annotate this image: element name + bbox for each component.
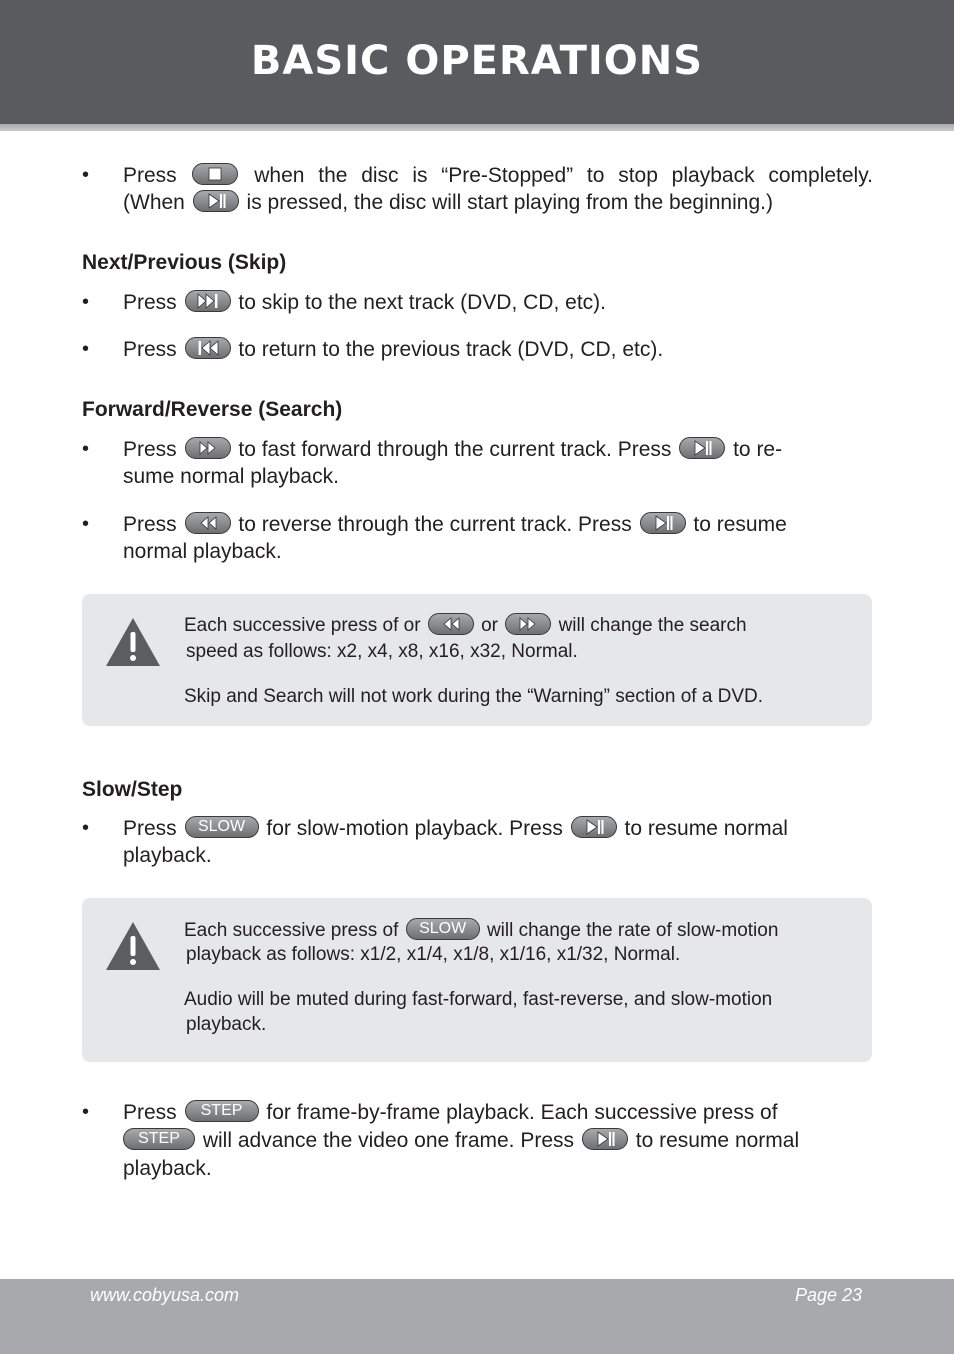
note-box-slow: [82, 898, 872, 1062]
page-title: BASIC OPERATIONS: [250, 38, 704, 84]
slow-button: SLOW: [185, 816, 259, 838]
footer-page-number: Page 23: [795, 1285, 863, 1305]
skip-previous-button: [185, 337, 231, 359]
step-button: STEP: [123, 1128, 195, 1150]
note-slow-line-3: Audio will be muted during fast-forward, fast-reverse, and slow-motion: [184, 989, 773, 1010]
play-pause-icon: [594, 1129, 616, 1149]
skip-next-icon: [195, 291, 221, 311]
stop-instruction: [123, 162, 873, 216]
stop-button: [192, 163, 238, 185]
warning-icon: [104, 616, 162, 668]
bullet: •: [82, 338, 90, 360]
bullet: •: [82, 438, 90, 460]
fast-reverse-instruction: Press to reverse through the current track. Press to resume normal playback.: [123, 513, 787, 563]
bullet: •: [82, 1101, 90, 1123]
section-heading-search: Forward/Reverse (Search): [82, 398, 343, 421]
stop-line-1: Press when the disc is “Pre-Stopped” to stop playback completely.: [123, 164, 873, 187]
bullet: •: [82, 513, 90, 535]
fast-reverse-button: [428, 613, 474, 635]
fast-reverse-icon: [197, 513, 219, 533]
section-heading-slow: Slow/Step: [82, 778, 183, 801]
skip-previous-instruction: Press to return to the previous track (DVD, CD, etc).: [123, 338, 664, 361]
section-heading-skip: Next/Previous (Skip): [82, 251, 287, 274]
slow-instruction: Press SLOW for slow-motion playback. Press to resume normal playback.: [123, 817, 788, 867]
warning-icon: [104, 920, 162, 972]
fast-forward-button: [505, 613, 551, 635]
note-slow-line-1: Each successive press of SLOW will change the rate of slow-motion: [184, 919, 779, 941]
footer-website: www.cobyusa.com: [90, 1285, 240, 1305]
note-search-line-2: speed as follows: x2, x4, x8, x16, x32, Normal.: [186, 641, 578, 662]
play-pause-icon: [205, 191, 227, 211]
note-box-search: [82, 594, 872, 726]
play-pause-button: [640, 512, 686, 534]
skip-next-button: [185, 290, 231, 312]
skip-previous-icon: [195, 338, 221, 358]
fast-reverse-icon: [440, 614, 462, 634]
play-pause-button: [571, 816, 617, 838]
note-search-line-1: Each successive press of or or will change the search: [184, 613, 854, 638]
play-pause-icon: [652, 513, 674, 533]
fast-forward-icon: [197, 438, 219, 458]
bullet: •: [82, 291, 90, 313]
play-pause-button: [679, 437, 725, 459]
play-pause-icon: [691, 438, 713, 458]
bullet: •: [82, 164, 90, 186]
step-instruction: Press STEP for frame-by-frame playback. Each successive press of STEP will advance the video one frame. Press to resume normal playback.: [123, 1101, 800, 1180]
skip-next-instruction: Press to skip to the next track (DVD, CD, etc).: [123, 291, 606, 314]
note-slow-line-4: playback.: [186, 1014, 267, 1035]
stop-icon: [207, 164, 223, 184]
stop-line-2: (When is pressed, the disc will start playing from the beginning.): [123, 191, 773, 214]
fast-reverse-button: [185, 512, 231, 534]
fast-forward-icon: [517, 614, 539, 634]
step-button: STEP: [185, 1100, 259, 1122]
play-pause-button: [193, 190, 239, 212]
play-pause-button: [582, 1128, 628, 1150]
play-pause-icon: [583, 817, 605, 837]
note-slow-line-2: playback as follows: x1/2, x1/4, x1/8, x1/16, x1/32, Normal.: [186, 944, 681, 965]
fast-forward-button: [185, 437, 231, 459]
fast-forward-instruction: Press to fast forward through the current track. Press to re- sume normal playback.: [123, 438, 783, 488]
header-divider: [0, 124, 954, 131]
slow-button: SLOW: [406, 918, 480, 940]
note-search-line-3: Skip and Search will not work during the “Warning” section of a DVD.: [184, 686, 764, 707]
bullet: •: [82, 817, 90, 839]
